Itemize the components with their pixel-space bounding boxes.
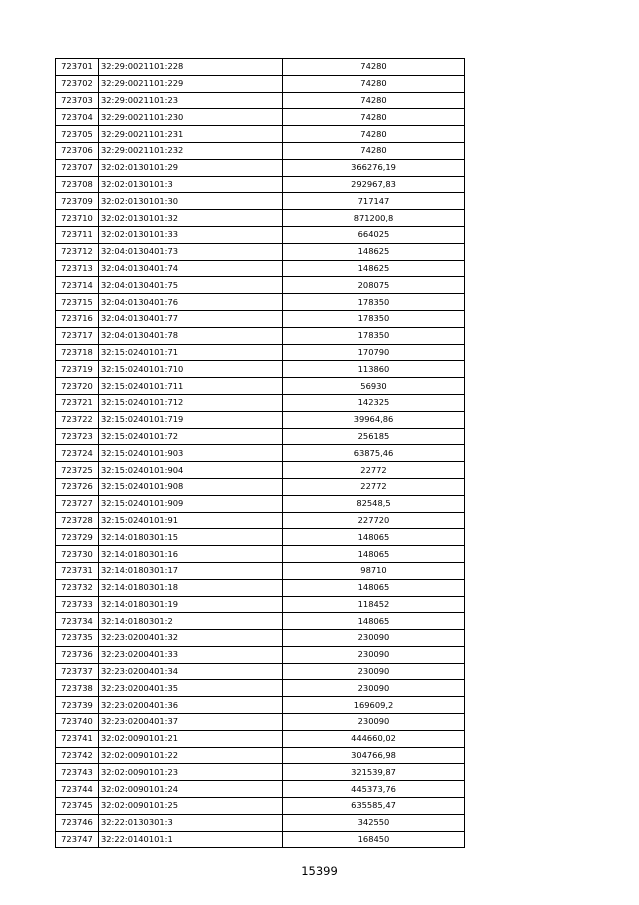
value-cell: 22772 [283, 462, 465, 479]
table-row [56, 260, 465, 277]
table-row [56, 142, 465, 159]
row-number-cell: 723717 [56, 327, 99, 344]
table-row [56, 646, 465, 663]
row-number-cell: 723739 [56, 697, 99, 714]
row-number-cell: 723745 [56, 798, 99, 815]
cadastral-number-cell: 32:02:0090101:23 [99, 764, 283, 781]
cadastral-number-cell: 32:15:0240101:71 [99, 344, 283, 361]
row-number-cell: 723710 [56, 210, 99, 227]
table-row [56, 831, 465, 848]
cadastral-number-cell: 32:02:0130101:32 [99, 210, 283, 227]
row-number-cell: 723724 [56, 445, 99, 462]
value-cell: 74280 [283, 142, 465, 159]
cadastral-number-cell: 32:02:0130101:33 [99, 226, 283, 243]
value-cell: 98710 [283, 562, 465, 579]
value-cell: 304766,98 [283, 747, 465, 764]
cadastral-number-cell: 32:29:0021101:230 [99, 109, 283, 126]
value-cell: 208075 [283, 277, 465, 294]
cadastral-number-cell: 32:02:0130101:30 [99, 193, 283, 210]
row-number-cell: 723706 [56, 142, 99, 159]
table-row [56, 193, 465, 210]
value-cell: 148065 [283, 613, 465, 630]
cadastral-number-cell: 32:29:0021101:232 [99, 142, 283, 159]
row-number-cell: 723701 [56, 59, 99, 76]
table-row [56, 714, 465, 731]
page-number: 15399 [301, 864, 338, 878]
cadastral-number-cell: 32:04:0130401:78 [99, 327, 283, 344]
row-number-cell: 723711 [56, 226, 99, 243]
table-row [56, 344, 465, 361]
value-cell: 113860 [283, 361, 465, 378]
table-row [56, 596, 465, 613]
row-number-cell: 723713 [56, 260, 99, 277]
cadastral-number-cell: 32:02:0090101:25 [99, 798, 283, 815]
table-row [56, 478, 465, 495]
value-cell: 256185 [283, 428, 465, 445]
row-number-cell: 723743 [56, 764, 99, 781]
value-cell: 56930 [283, 378, 465, 395]
table-row [56, 109, 465, 126]
cadastral-number-cell: 32:23:0200401:34 [99, 663, 283, 680]
table-row [56, 730, 465, 747]
row-number-cell: 723741 [56, 730, 99, 747]
value-cell: 74280 [283, 109, 465, 126]
cadastral-number-cell: 32:23:0200401:35 [99, 680, 283, 697]
table-row [56, 630, 465, 647]
row-number-cell: 723735 [56, 630, 99, 647]
table-row [56, 243, 465, 260]
table-row [56, 378, 465, 395]
row-number-cell: 723702 [56, 75, 99, 92]
cadastral-number-cell: 32:14:0180301:15 [99, 529, 283, 546]
cadastral-number-cell: 32:14:0180301:17 [99, 562, 283, 579]
row-number-cell: 723707 [56, 159, 99, 176]
row-number-cell: 723737 [56, 663, 99, 680]
cadastral-number-cell: 32:14:0180301:18 [99, 579, 283, 596]
row-number-cell: 723744 [56, 781, 99, 798]
value-cell: 148625 [283, 243, 465, 260]
table-row [56, 411, 465, 428]
row-number-cell: 723723 [56, 428, 99, 445]
table-row [56, 798, 465, 815]
row-number-cell: 723721 [56, 394, 99, 411]
value-cell: 74280 [283, 59, 465, 76]
cadastral-number-cell: 32:15:0240101:719 [99, 411, 283, 428]
cadastral-number-cell: 32:14:0180301:16 [99, 546, 283, 563]
row-number-cell: 723731 [56, 562, 99, 579]
table-row [56, 781, 465, 798]
row-number-cell: 723715 [56, 294, 99, 311]
row-number-cell: 723729 [56, 529, 99, 546]
value-cell: 635585,47 [283, 798, 465, 815]
table-row [56, 445, 465, 462]
table-row [56, 697, 465, 714]
value-cell: 148625 [283, 260, 465, 277]
table-row [56, 294, 465, 311]
value-cell: 230090 [283, 663, 465, 680]
cadastral-number-cell: 32:15:0240101:712 [99, 394, 283, 411]
cadastral-number-cell: 32:14:0180301:2 [99, 613, 283, 630]
table-row [56, 613, 465, 630]
row-number-cell: 723712 [56, 243, 99, 260]
data-table-body [56, 59, 465, 848]
table-row [56, 159, 465, 176]
cadastral-number-cell: 32:14:0180301:19 [99, 596, 283, 613]
cadastral-number-cell: 32:29:0021101:231 [99, 126, 283, 143]
value-cell: 74280 [283, 126, 465, 143]
row-number-cell: 723703 [56, 92, 99, 109]
table-row [56, 394, 465, 411]
value-cell: 74280 [283, 92, 465, 109]
row-number-cell: 723705 [56, 126, 99, 143]
row-number-cell: 723740 [56, 714, 99, 731]
row-number-cell: 723736 [56, 646, 99, 663]
value-cell: 664025 [283, 226, 465, 243]
value-cell: 74280 [283, 75, 465, 92]
table-row [56, 75, 465, 92]
row-number-cell: 723725 [56, 462, 99, 479]
row-number-cell: 723730 [56, 546, 99, 563]
table-row [56, 562, 465, 579]
row-number-cell: 723738 [56, 680, 99, 697]
value-cell: 178350 [283, 327, 465, 344]
cadastral-number-cell: 32:22:0140101:1 [99, 831, 283, 848]
table-row [56, 529, 465, 546]
cadastral-number-cell: 32:02:0130101:29 [99, 159, 283, 176]
value-cell: 717147 [283, 193, 465, 210]
value-cell: 292967,83 [283, 176, 465, 193]
value-cell: 169609,2 [283, 697, 465, 714]
row-number-cell: 723720 [56, 378, 99, 395]
table-row [56, 176, 465, 193]
table-row [56, 428, 465, 445]
value-cell: 178350 [283, 294, 465, 311]
value-cell: 178350 [283, 310, 465, 327]
cadastral-number-cell: 32:15:0240101:710 [99, 361, 283, 378]
data-table [55, 58, 465, 848]
cadastral-number-cell: 32:15:0240101:904 [99, 462, 283, 479]
table-row [56, 663, 465, 680]
value-cell: 168450 [283, 831, 465, 848]
cadastral-number-cell: 32:29:0021101:23 [99, 92, 283, 109]
table-row [56, 210, 465, 227]
table-row [56, 747, 465, 764]
table-row [56, 680, 465, 697]
value-cell: 230090 [283, 630, 465, 647]
cadastral-number-cell: 32:02:0130101:3 [99, 176, 283, 193]
value-cell: 445373,76 [283, 781, 465, 798]
row-number-cell: 723728 [56, 512, 99, 529]
value-cell: 230090 [283, 680, 465, 697]
row-number-cell: 723722 [56, 411, 99, 428]
cadastral-number-cell: 32:15:0240101:91 [99, 512, 283, 529]
cadastral-number-cell: 32:15:0240101:711 [99, 378, 283, 395]
value-cell: 82548,5 [283, 495, 465, 512]
table-row [56, 495, 465, 512]
row-number-cell: 723716 [56, 310, 99, 327]
table-row [56, 310, 465, 327]
cadastral-number-cell: 32:04:0130401:73 [99, 243, 283, 260]
cadastral-number-cell: 32:04:0130401:75 [99, 277, 283, 294]
row-number-cell: 723746 [56, 814, 99, 831]
cadastral-number-cell: 32:15:0240101:903 [99, 445, 283, 462]
value-cell: 22772 [283, 478, 465, 495]
row-number-cell: 723708 [56, 176, 99, 193]
table-row [56, 814, 465, 831]
row-number-cell: 723727 [56, 495, 99, 512]
value-cell: 230090 [283, 646, 465, 663]
value-cell: 871200,8 [283, 210, 465, 227]
cadastral-number-cell: 32:04:0130401:76 [99, 294, 283, 311]
value-cell: 63875,46 [283, 445, 465, 462]
cadastral-number-cell: 32:22:0130301:3 [99, 814, 283, 831]
value-cell: 170790 [283, 344, 465, 361]
value-cell: 118452 [283, 596, 465, 613]
value-cell: 148065 [283, 579, 465, 596]
row-number-cell: 723719 [56, 361, 99, 378]
table-row [56, 126, 465, 143]
cadastral-number-cell: 32:29:0021101:229 [99, 75, 283, 92]
table-row [56, 361, 465, 378]
row-number-cell: 723718 [56, 344, 99, 361]
row-number-cell: 723704 [56, 109, 99, 126]
cadastral-number-cell: 32:02:0090101:21 [99, 730, 283, 747]
table-row [56, 462, 465, 479]
row-number-cell: 723732 [56, 579, 99, 596]
cadastral-number-cell: 32:23:0200401:37 [99, 714, 283, 731]
cadastral-number-cell: 32:02:0090101:24 [99, 781, 283, 798]
cadastral-number-cell: 32:02:0090101:22 [99, 747, 283, 764]
value-cell: 366276,19 [283, 159, 465, 176]
cadastral-number-cell: 32:23:0200401:32 [99, 630, 283, 647]
cadastral-number-cell: 32:04:0130401:74 [99, 260, 283, 277]
cadastral-number-cell: 32:15:0240101:909 [99, 495, 283, 512]
row-number-cell: 723733 [56, 596, 99, 613]
cadastral-number-cell: 32:04:0130401:77 [99, 310, 283, 327]
value-cell: 39964,86 [283, 411, 465, 428]
cadastral-number-cell: 32:15:0240101:72 [99, 428, 283, 445]
row-number-cell: 723726 [56, 478, 99, 495]
value-cell: 321539,87 [283, 764, 465, 781]
row-number-cell: 723742 [56, 747, 99, 764]
cadastral-number-cell: 32:29:0021101:228 [99, 59, 283, 76]
value-cell: 227720 [283, 512, 465, 529]
table-row [56, 92, 465, 109]
cadastral-number-cell: 32:15:0240101:908 [99, 478, 283, 495]
table-row [56, 327, 465, 344]
row-number-cell: 723709 [56, 193, 99, 210]
cadastral-number-cell: 32:23:0200401:33 [99, 646, 283, 663]
value-cell: 230090 [283, 714, 465, 731]
table-row [56, 226, 465, 243]
table-row [56, 579, 465, 596]
table-row [56, 764, 465, 781]
table-row [56, 59, 465, 76]
cadastral-number-cell: 32:23:0200401:36 [99, 697, 283, 714]
value-cell: 444660,02 [283, 730, 465, 747]
table-row [56, 512, 465, 529]
table-row [56, 277, 465, 294]
value-cell: 148065 [283, 546, 465, 563]
value-cell: 342550 [283, 814, 465, 831]
row-number-cell: 723734 [56, 613, 99, 630]
value-cell: 148065 [283, 529, 465, 546]
table-row [56, 546, 465, 563]
row-number-cell: 723747 [56, 831, 99, 848]
value-cell: 142325 [283, 394, 465, 411]
row-number-cell: 723714 [56, 277, 99, 294]
